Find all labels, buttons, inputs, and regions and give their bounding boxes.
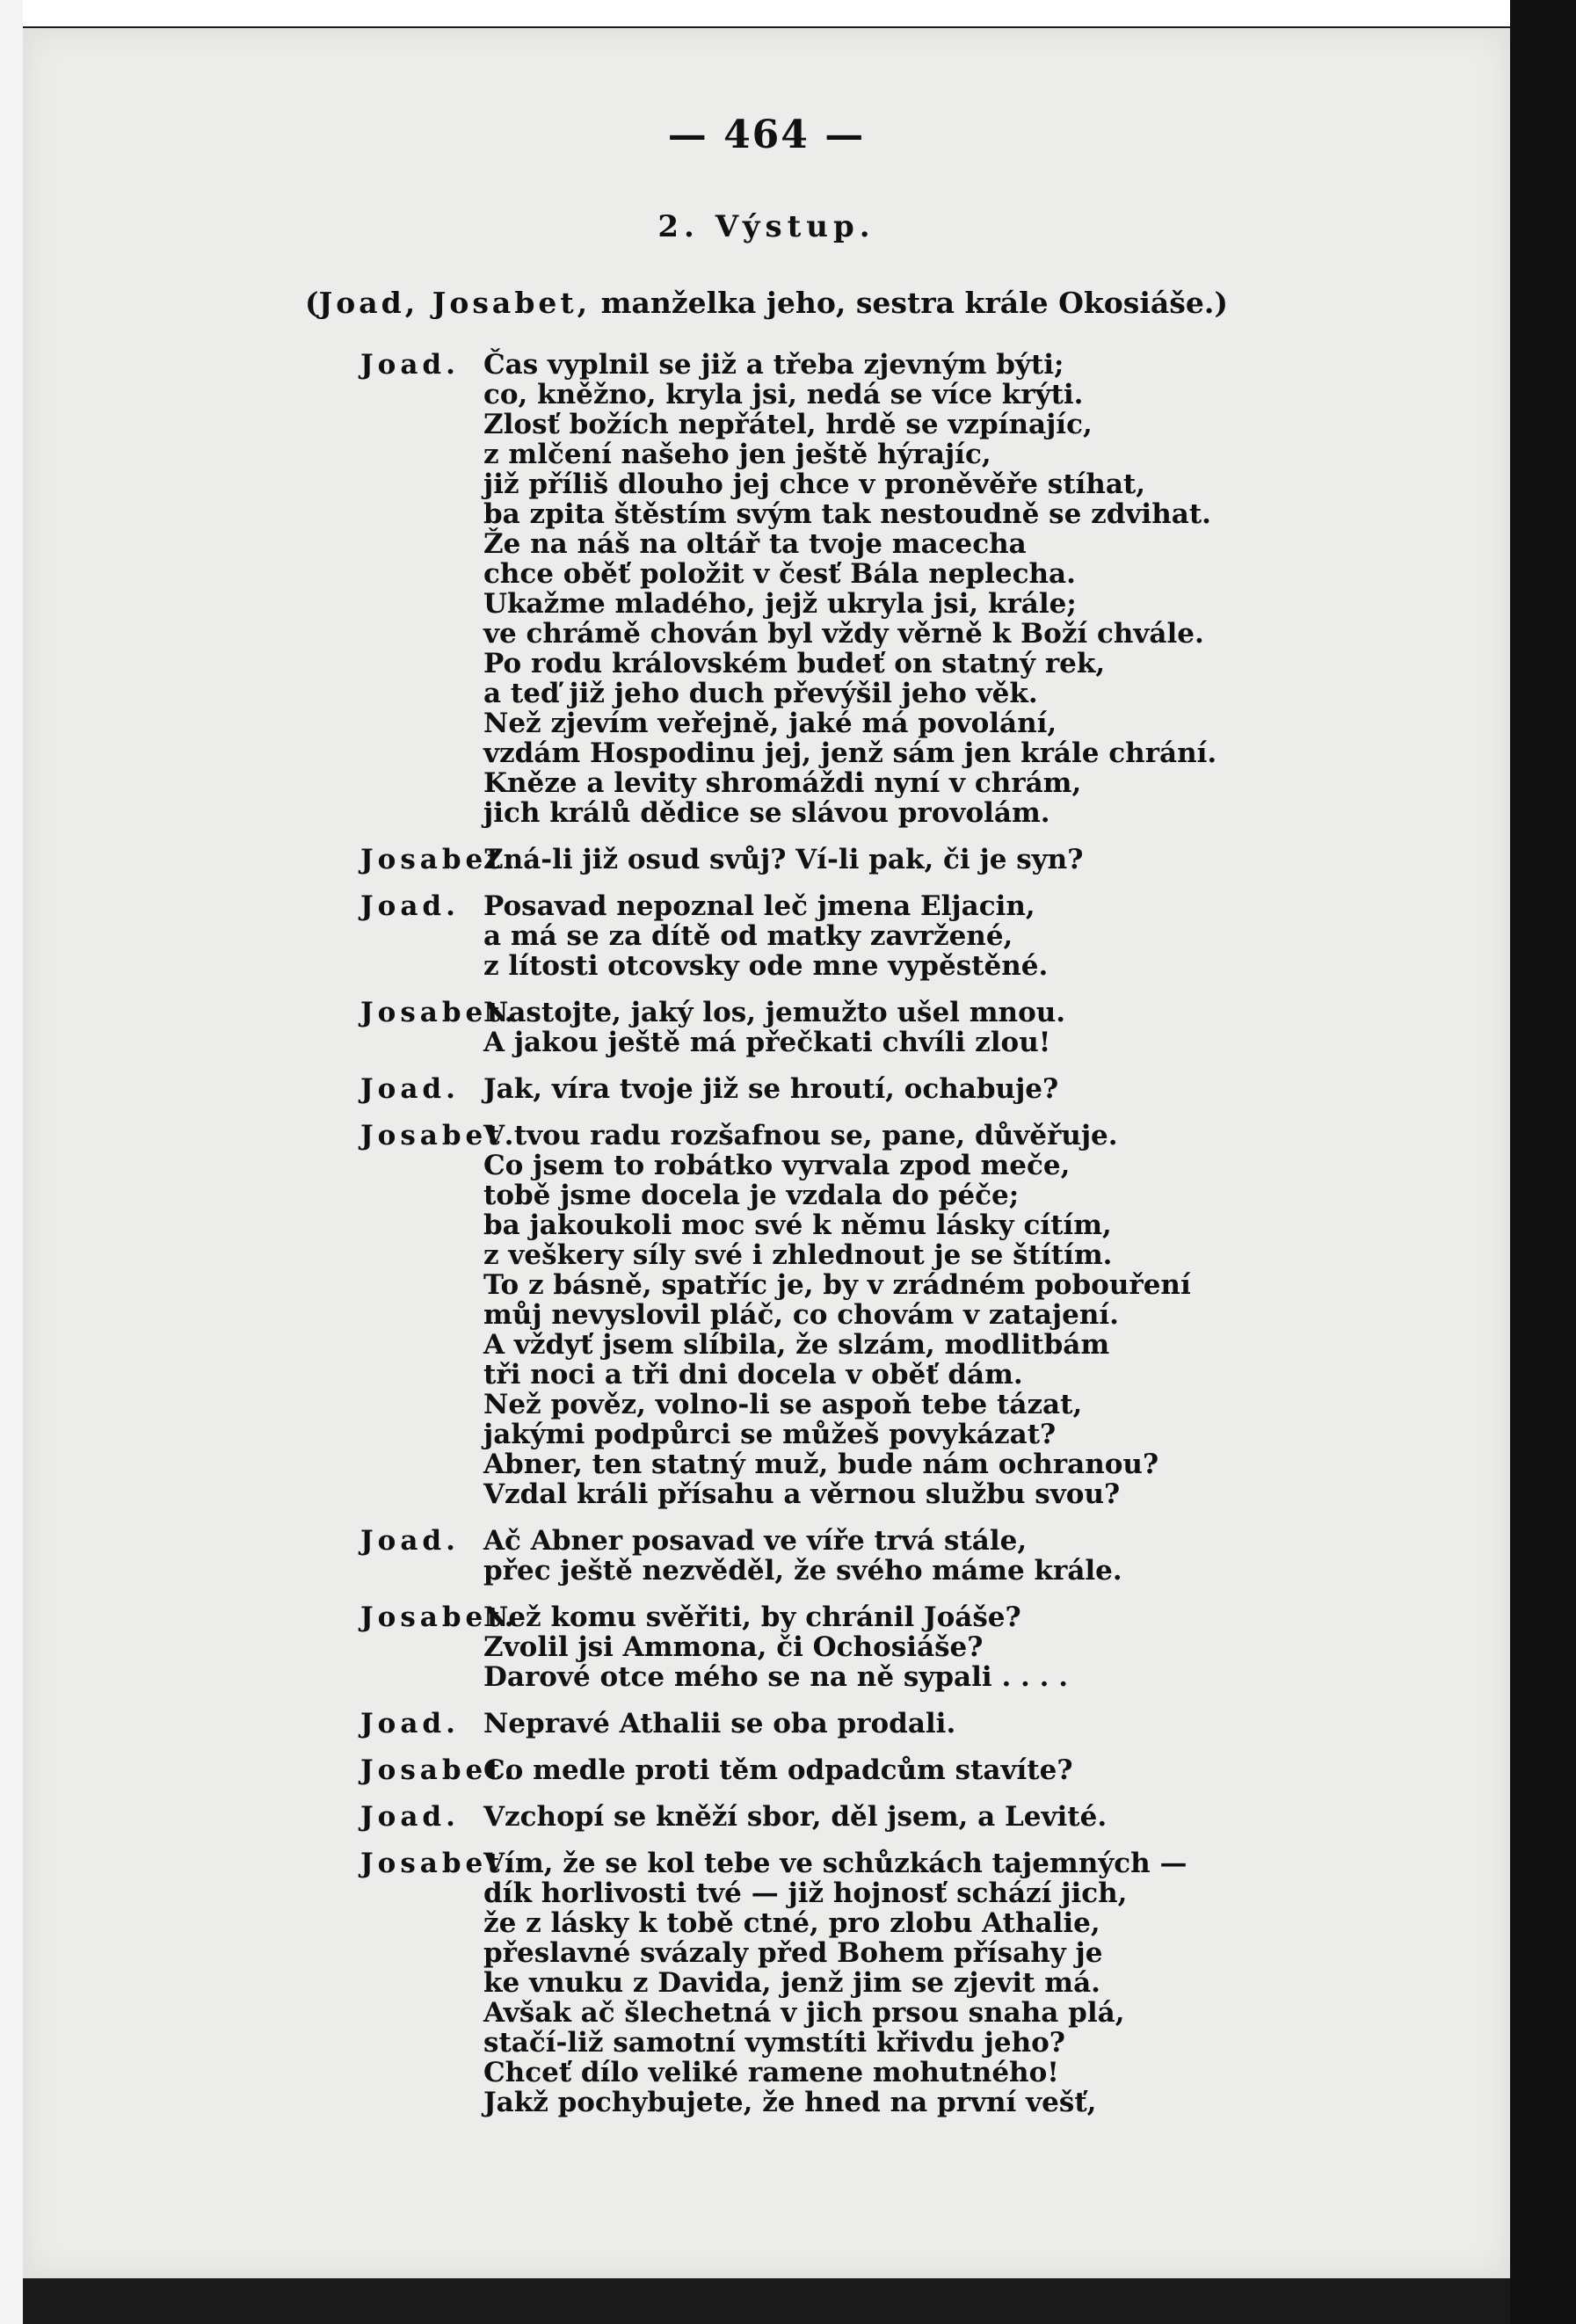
speech-lines — [483, 1709, 1459, 1739]
verse-line: tobě jsme docela je vzdala do péče; — [483, 1180, 1020, 1211]
stage-direction-names: Joad, Josabet, — [318, 286, 592, 320]
verse-line: ve chrámě chován byl vždy věrně k Boží chvále. — [483, 618, 1204, 650]
stage-direction-open: ( — [305, 286, 319, 320]
page-top-margin — [0, 0, 1576, 26]
verse-line: V tvou radu rozšafnou se, pane, důvěřuje. — [483, 1120, 1118, 1151]
speech-lines — [483, 1074, 1459, 1104]
speech-block — [360, 1526, 1459, 1586]
stage-direction-rest: manželka jeho, sestra krále Okosiáše.) — [591, 286, 1228, 320]
speech-lines — [483, 1755, 1459, 1785]
speech-block — [360, 845, 1459, 875]
verse-line: Nepravé Athalii se oba prodali. — [483, 1708, 956, 1739]
verse-line: Vzchopí se kněží sbor, děl jsem, a Levité. — [483, 1801, 1108, 1833]
verse-line: A jakou ještě má přečkati chvíli zlou! — [483, 1027, 1051, 1058]
verse-line: Darové otce mého se na ně sypali . . . . — [483, 1661, 1068, 1693]
speaker-name: Josabet. — [360, 1754, 519, 1786]
verse-line: přec ještě nezvěděl, že svého máme krále. — [483, 1555, 1122, 1587]
verse-line: Co jsem to robátko vyrvala zpod meče, — [483, 1150, 1071, 1181]
verse-line: ke vnuku z Davida, jenž jim se zjevit má. — [483, 1967, 1100, 1999]
verse-line: stačí-liž samotní vymstíti křivdu jeho? — [483, 2027, 1065, 2059]
speaker-name: Josabet. — [360, 1848, 519, 1879]
speech-block — [360, 1802, 1459, 1832]
verse-line: Abner, ten statný muž, bude nám ochranou? — [483, 1449, 1159, 1480]
dialogue — [360, 350, 1459, 2134]
speech-block — [360, 1709, 1459, 1739]
verse-line: Ač Abner posavad ve víře trvá stále, — [483, 1525, 1028, 1557]
speech-block — [360, 1121, 1459, 1509]
speaker-name: Joad. — [360, 890, 460, 922]
speech-lines — [483, 1121, 1459, 1509]
speaker-name: Joad. — [360, 1708, 460, 1739]
verse-line: Než zjevím veřejně, jaké má povolání, — [483, 708, 1057, 739]
verse-line: již příliš dlouho jej chce v proněvěře stíhat, — [483, 468, 1146, 500]
verse-line: a má se za dítě od matky zavržené, — [483, 920, 1013, 952]
verse-line: že z lásky k tobě ctné, pro zlobu Athalie, — [483, 1907, 1100, 1939]
verse-line: chce oběť položit v česť Bála neplecha. — [483, 558, 1076, 590]
verse-line: To z básně, spatříc je, by v zrádném pobouření — [483, 1269, 1191, 1301]
verse-line: tři noci a tři dni docela v oběť dám. — [483, 1359, 1023, 1391]
speech-block — [360, 1755, 1459, 1785]
speech-lines — [483, 891, 1459, 981]
stage-direction — [23, 286, 1510, 320]
verse-line: Než komu svěřiti, by chránil Joáše? — [483, 1601, 1021, 1633]
speaker-name: Joad. — [360, 1525, 460, 1557]
verse-line: Nastojte, jaký los, jemužto ušel mnou. — [483, 997, 1066, 1028]
scene-title: 2. Výstup. — [657, 209, 875, 244]
speech-lines — [483, 845, 1459, 875]
verse-line: Zlosť božích nepřátel, hrdě se vzpínajíc, — [483, 409, 1093, 440]
speaker-name: Josabet. — [360, 844, 519, 875]
verse-line: vzdám Hospodinu jej, jenž sám jen krále chrání. — [483, 737, 1217, 769]
verse-line: jakými podpůrci se můžeš povykázat? — [483, 1419, 1057, 1450]
speech-lines — [483, 1602, 1459, 1692]
verse-line: Že na náš na oltář ta tvoje macecha — [483, 528, 1027, 560]
speaker-name: Joad. — [360, 1801, 460, 1833]
speech-lines — [483, 1526, 1459, 1586]
verse-line: Chceť dílo veliké ramene mohutného! — [483, 2057, 1059, 2088]
verse-line: Co medle proti těm odpadcům stavíte? — [483, 1754, 1073, 1786]
speaker-name: Josabet. — [360, 1601, 519, 1633]
speech-block — [360, 1848, 1459, 2117]
verse-line: Vím, že se kol tebe ve schůzkách tajemných — — [483, 1848, 1187, 1879]
page-left-margin — [0, 0, 23, 2324]
verse-line: dík horlivosti tvé — již hojnosť schází jich, — [483, 1877, 1128, 1909]
verse-line: a teď již jeho duch převýšil jeho věk. — [483, 678, 1038, 709]
verse-line: Vzdal králi přísahu a věrnou službu svou? — [483, 1478, 1121, 1510]
verse-line: Čas vyplnil se již a třeba zjevným býti; — [483, 349, 1064, 381]
verse-line: Zná-li již osud svůj? Ví-li pak, či je syn? — [483, 844, 1084, 875]
speech-block — [360, 350, 1459, 828]
verse-line: co, kněžno, kryla jsi, nedá se více krýti. — [483, 379, 1084, 410]
page-number: — 464 — — [667, 113, 866, 157]
verse-line: přeslavné svázaly před Bohem přísahy je — [483, 1937, 1103, 1969]
scan-edge — [1510, 0, 1576, 2324]
speech-lines — [483, 1802, 1459, 1832]
verse-line: Než pověz, volno-li se aspoň tebe tázat, — [483, 1389, 1083, 1420]
speech-lines — [483, 1848, 1459, 2117]
speech-block — [360, 1074, 1459, 1104]
speaker-name: Joad. — [360, 349, 460, 381]
verse-line: Kněze a levity shromáždi nyní v chrám, — [483, 767, 1082, 799]
speaker-name: Josabet. — [360, 997, 519, 1028]
speech-lines — [483, 350, 1459, 828]
verse-line: z lítosti otcovsky ode mne vypěstěné. — [483, 950, 1049, 982]
speaker-name: Joad. — [360, 1073, 460, 1105]
verse-line: Ukažme mladého, jejž ukryla jsi, krále; — [483, 588, 1077, 620]
verse-line: Po rodu královském budeť on statný rek, — [483, 648, 1106, 679]
speech-block — [360, 1602, 1459, 1692]
verse-line: Posavad nepoznal leč jmena Eljacin, — [483, 890, 1035, 922]
verse-line: ba zpita štěstím svým tak nestoudně se zdvihat. — [483, 498, 1211, 530]
verse-line: Avšak ač šlechetná v jich prsou snaha plá, — [483, 1997, 1125, 2029]
speech-lines — [483, 998, 1459, 1057]
verse-line: Zvolil jsi Ammona, či Ochosiáše? — [483, 1631, 984, 1663]
speech-block — [360, 998, 1459, 1057]
verse-line: jich králů dědice se slávou provolám. — [483, 797, 1050, 829]
verse-line: z veškery síly své i zhlednout je se štítím. — [483, 1239, 1113, 1271]
speaker-name: Josabet. — [360, 1120, 519, 1151]
verse-line: z mlčení našeho jen ještě hýrajíc, — [483, 439, 991, 470]
speech-block — [360, 891, 1459, 981]
verse-line: A vždyť jsem slíbila, že slzám, modlitbám — [483, 1329, 1110, 1361]
verse-line: můj nevyslovil pláč, co chovám v zatajení. — [483, 1299, 1119, 1331]
verse-line: Jakž pochybujete, že hned na první vešť, — [483, 2087, 1097, 2118]
verse-line: Jak, víra tvoje již se hroutí, ochabuje? — [483, 1073, 1059, 1105]
verse-line: ba jakoukoli moc své k němu lásky cítím, — [483, 1209, 1112, 1241]
